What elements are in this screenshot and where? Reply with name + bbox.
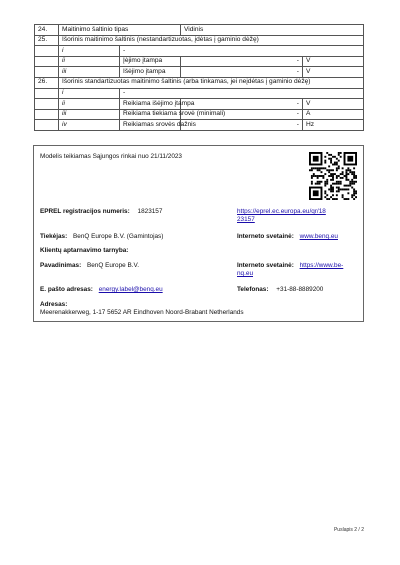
phone-value: +31-88-8889200 (276, 286, 324, 293)
email-link[interactable]: energy.label@benq.eu (98, 286, 163, 293)
row-number (35, 99, 59, 110)
supplier-value: BenQ Europe B.V. (Gamintojas) (73, 233, 164, 240)
row-label: - (120, 88, 364, 99)
row-value: - (181, 67, 303, 78)
supplier-row (40, 233, 163, 240)
name-value: BenQ Europe B.V. (86, 262, 139, 269)
supplier-label: Tiekėjas: (40, 233, 68, 240)
row-number: 26. (35, 77, 59, 88)
table-row (35, 88, 364, 99)
website-row (237, 233, 338, 240)
row-label: Įėjimo įtampa (120, 56, 181, 67)
row-number (35, 120, 59, 131)
website2-link[interactable]: https://www.be- (299, 262, 344, 269)
sub-index: ii (59, 56, 120, 67)
row-label: Reikiama tiekiama srovė (minimali) (120, 109, 181, 120)
page-number: Puslapis 2 / 2 (333, 527, 364, 533)
row-label: Maitinimo šaltinio tipas (59, 25, 181, 36)
address-value: Meerenakkerweg, 1-17 5652 AR Eindhoven Noord-Brabant Netherlands (40, 309, 244, 316)
phone-row (237, 286, 323, 293)
email-label: E. pašto adresas: (40, 286, 93, 293)
sub-index: i (59, 88, 120, 99)
table-row (35, 67, 364, 78)
row-number (35, 88, 59, 99)
qr-code-icon[interactable] (309, 152, 357, 200)
row-unit: V (303, 67, 364, 78)
row-label: - (120, 46, 364, 57)
model-intro: Modelis teikiamas Sąjungos rinkai nuo 21/11/2023 (40, 153, 182, 160)
website2-row-cont[interactable] (237, 270, 253, 277)
row-label: Išorinis maitinimo šaltinis (nestandartizuotas, įdėtas į gaminio dėžę) (59, 35, 364, 46)
table-row (35, 77, 364, 88)
table-row (35, 25, 364, 36)
row-unit: Hz (303, 120, 364, 131)
website2-label: Interneto svetainė: (237, 262, 294, 269)
website2-link-cont[interactable]: nq.eu (237, 270, 253, 277)
row-value: Vidinis (181, 25, 364, 36)
website-link[interactable]: www.benq.eu (299, 233, 338, 240)
row-number (35, 56, 59, 67)
sub-index: iii (59, 67, 120, 78)
eprel-link-line-1[interactable] (237, 208, 326, 215)
service-heading: Klientų aptarnavimo tarnyba: (40, 247, 129, 254)
table-row (35, 99, 364, 110)
spec-table (34, 24, 364, 131)
row-value: - (181, 56, 303, 67)
row-number: 24. (35, 25, 59, 36)
row-number (35, 109, 59, 120)
address-label: Adresas: (40, 301, 68, 308)
sub-index: ii (59, 99, 120, 110)
table-row (35, 46, 364, 57)
sub-index: iii (59, 109, 120, 120)
eprel-row (40, 208, 162, 215)
row-label: Išėjimo įtampa (120, 67, 181, 78)
row-number: 25. (35, 35, 59, 46)
phone-label: Telefonas: (237, 286, 269, 293)
row-unit: V (303, 56, 364, 67)
row-number (35, 46, 59, 57)
sub-index: i (59, 46, 120, 57)
eprel-link[interactable]: https://eprel.ec.europa.eu/qr/18 (237, 208, 326, 215)
eprel-label: EPREL registracijos numeris: (40, 208, 130, 215)
table-row (35, 120, 364, 131)
website2-row (237, 262, 343, 269)
eprel-number: 1823157 (137, 208, 163, 215)
table-row (35, 56, 364, 67)
table-row (35, 109, 364, 120)
row-label: Reikiama išėjimo įtampa (120, 99, 181, 110)
row-label: Išorinis standartizuotas maitinimo šaltinis (arba tinkamas, jei neįdėtas į gaminio dėžę) (59, 77, 364, 88)
row-value: - (181, 99, 303, 110)
row-label: Reikiamas srovės dažnis (120, 120, 181, 131)
supplier-info-box (33, 145, 364, 322)
row-value: - (181, 120, 303, 131)
table-row (35, 35, 364, 46)
row-unit: A (303, 109, 364, 120)
sub-index: iv (59, 120, 120, 131)
row-unit: V (303, 99, 364, 110)
email-row (40, 286, 163, 293)
eprel-link-cont[interactable]: 23157 (237, 216, 255, 223)
eprel-link-line-2[interactable] (237, 216, 255, 223)
row-value: - (181, 109, 303, 120)
row-number (35, 67, 59, 78)
name-label: Pavadinimas: (40, 262, 82, 269)
name-row (40, 262, 139, 269)
website-label: Interneto svetainė: (237, 233, 294, 240)
